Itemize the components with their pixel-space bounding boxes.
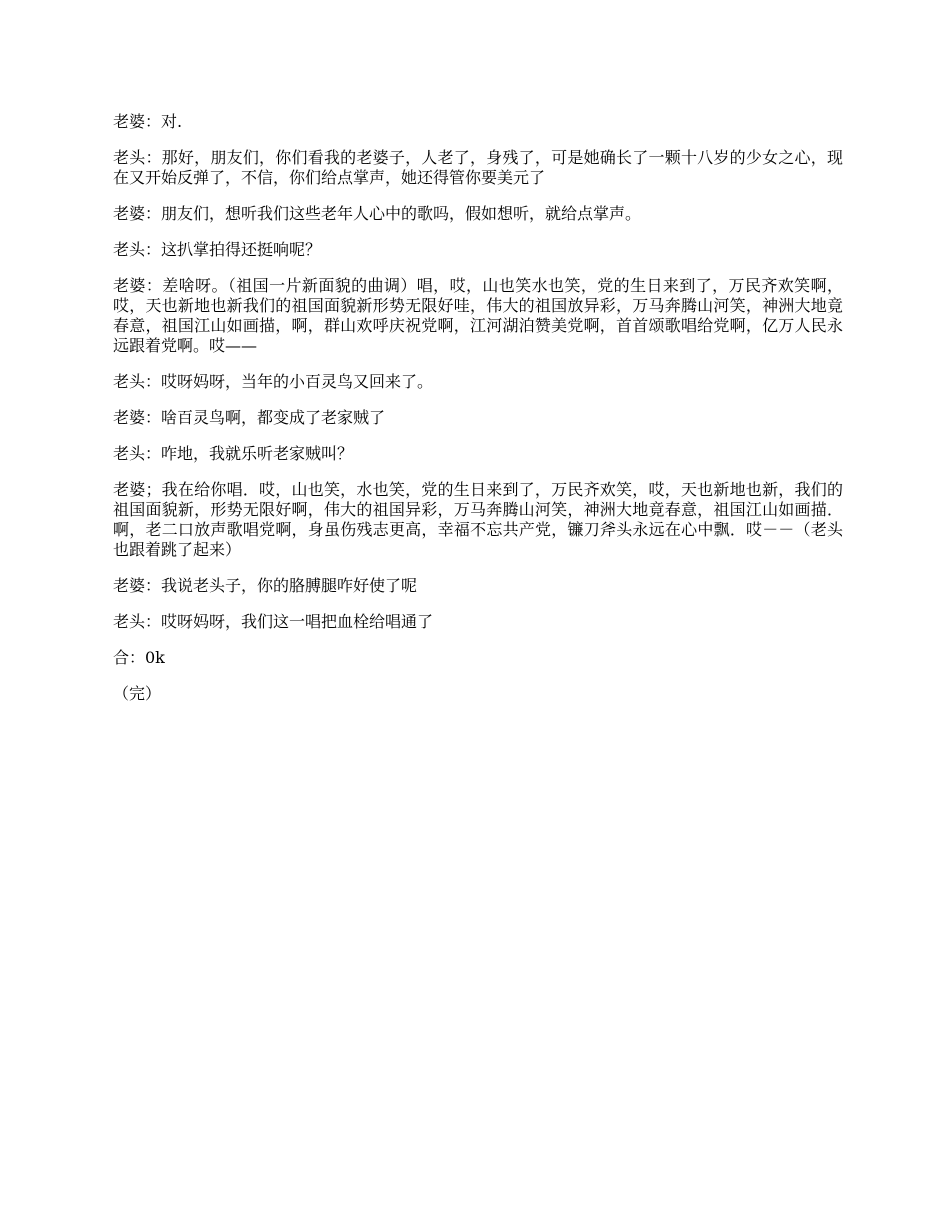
paragraph-12: 合：0k [113,648,165,667]
paragraph-8: 老头：咋地，我就乐听老家贼叫？ [113,444,354,463]
paragraph-5: 老婆：差啥呀。（祖国一片新面貌的曲调）唱，哎，山也笑水也笑，党的生日来到了，万民齐欢笑啊，哎，天也新地也新我们的祖国面貌新形势无限好哇，伟大的祖国放异彩，万马奔腾山河笑，神洲大地竟春意，祖国江山如画描，啊，群山欢呼庆祝党啊，江河湖泊赞美党啊，首首颂歌唱给党啊，亿万人民永远跟着党啊。哎—— [113,276,843,355]
paragraph-6: 老头：哎呀妈呀，当年的小百灵鸟又回来了。 [113,372,434,391]
paragraph-9: 老婆；我在给你唱．哎，山也笑，水也笑，党的生日来到了，万民齐欢笑，哎，天也新地也新，我们的祖国面貌新，形势无限好啊，伟大的祖国异彩，万马奔腾山河笑，神洲大地竟春意，祖国江山如画描．啊，老二口放声歌唱党啊，身虽伤残志更高，幸福不忘共产党，镰刀斧头永远在心中飘．哎－－（老头也跟着跳了起来） [113,480,843,559]
paragraph-7: 老婆：啥百灵鸟啊，都变成了老家贼了 [113,408,386,427]
paragraph-4: 老头：这扒掌拍得还挺响呢？ [113,240,322,259]
paragraph-13: （完） [113,684,162,703]
paragraph-3: 老婆：朋友们，想听我们这些老年人心中的歌吗，假如想听，就给点掌声。 [113,204,642,223]
document-body [113,112,843,720]
paragraph-1: 老婆：对. [113,112,183,131]
paragraph-11: 老头：哎呀妈呀，我们这一唱把血栓给唱通了 [113,612,434,631]
paragraph-2: 老头：那好，朋友们，你们看我的老婆子，人老了，身残了，可是她确长了一颗十八岁的少女之心，现在又开始反弹了，不信，你们给点掌声，她还得管你要美元了 [113,148,843,187]
paragraph-10: 老婆：我说老头子，你的胳膊腿咋好使了呢 [113,576,418,595]
